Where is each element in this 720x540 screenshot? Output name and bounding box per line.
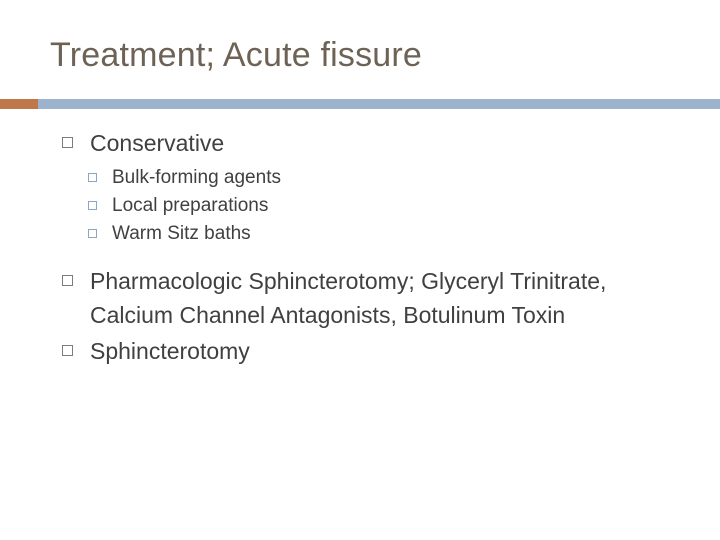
small-square-bullet-icon <box>88 173 97 182</box>
list-item-label: Warm Sitz baths <box>112 223 251 244</box>
list-item <box>54 264 674 332</box>
list-item <box>54 220 674 248</box>
list-item <box>54 192 674 220</box>
sub-list <box>54 164 674 248</box>
square-bullet-icon <box>62 137 73 148</box>
square-bullet-icon <box>62 275 73 286</box>
list-item-label: Conservative <box>90 130 225 156</box>
list-item <box>54 334 674 368</box>
list-item <box>54 164 674 192</box>
small-square-bullet-icon <box>88 201 97 210</box>
list-item-label: Pharmacologic Sphincterotomy; Glyceryl Trinitrate, Calcium Channel Antagonists, Botulinum Toxin <box>90 268 607 328</box>
small-square-bullet-icon <box>88 229 97 238</box>
list-item-label: Local preparations <box>112 195 269 216</box>
square-bullet-icon <box>62 345 73 356</box>
slide-body <box>54 126 674 370</box>
title-underline-accent <box>0 99 38 109</box>
list-item <box>54 126 674 160</box>
list-item-label: Bulk-forming agents <box>112 167 281 188</box>
list-item-label: Sphincterotomy <box>90 338 250 364</box>
page-title: Treatment; Acute fissure <box>50 36 423 74</box>
title-underline-bar <box>0 99 720 109</box>
